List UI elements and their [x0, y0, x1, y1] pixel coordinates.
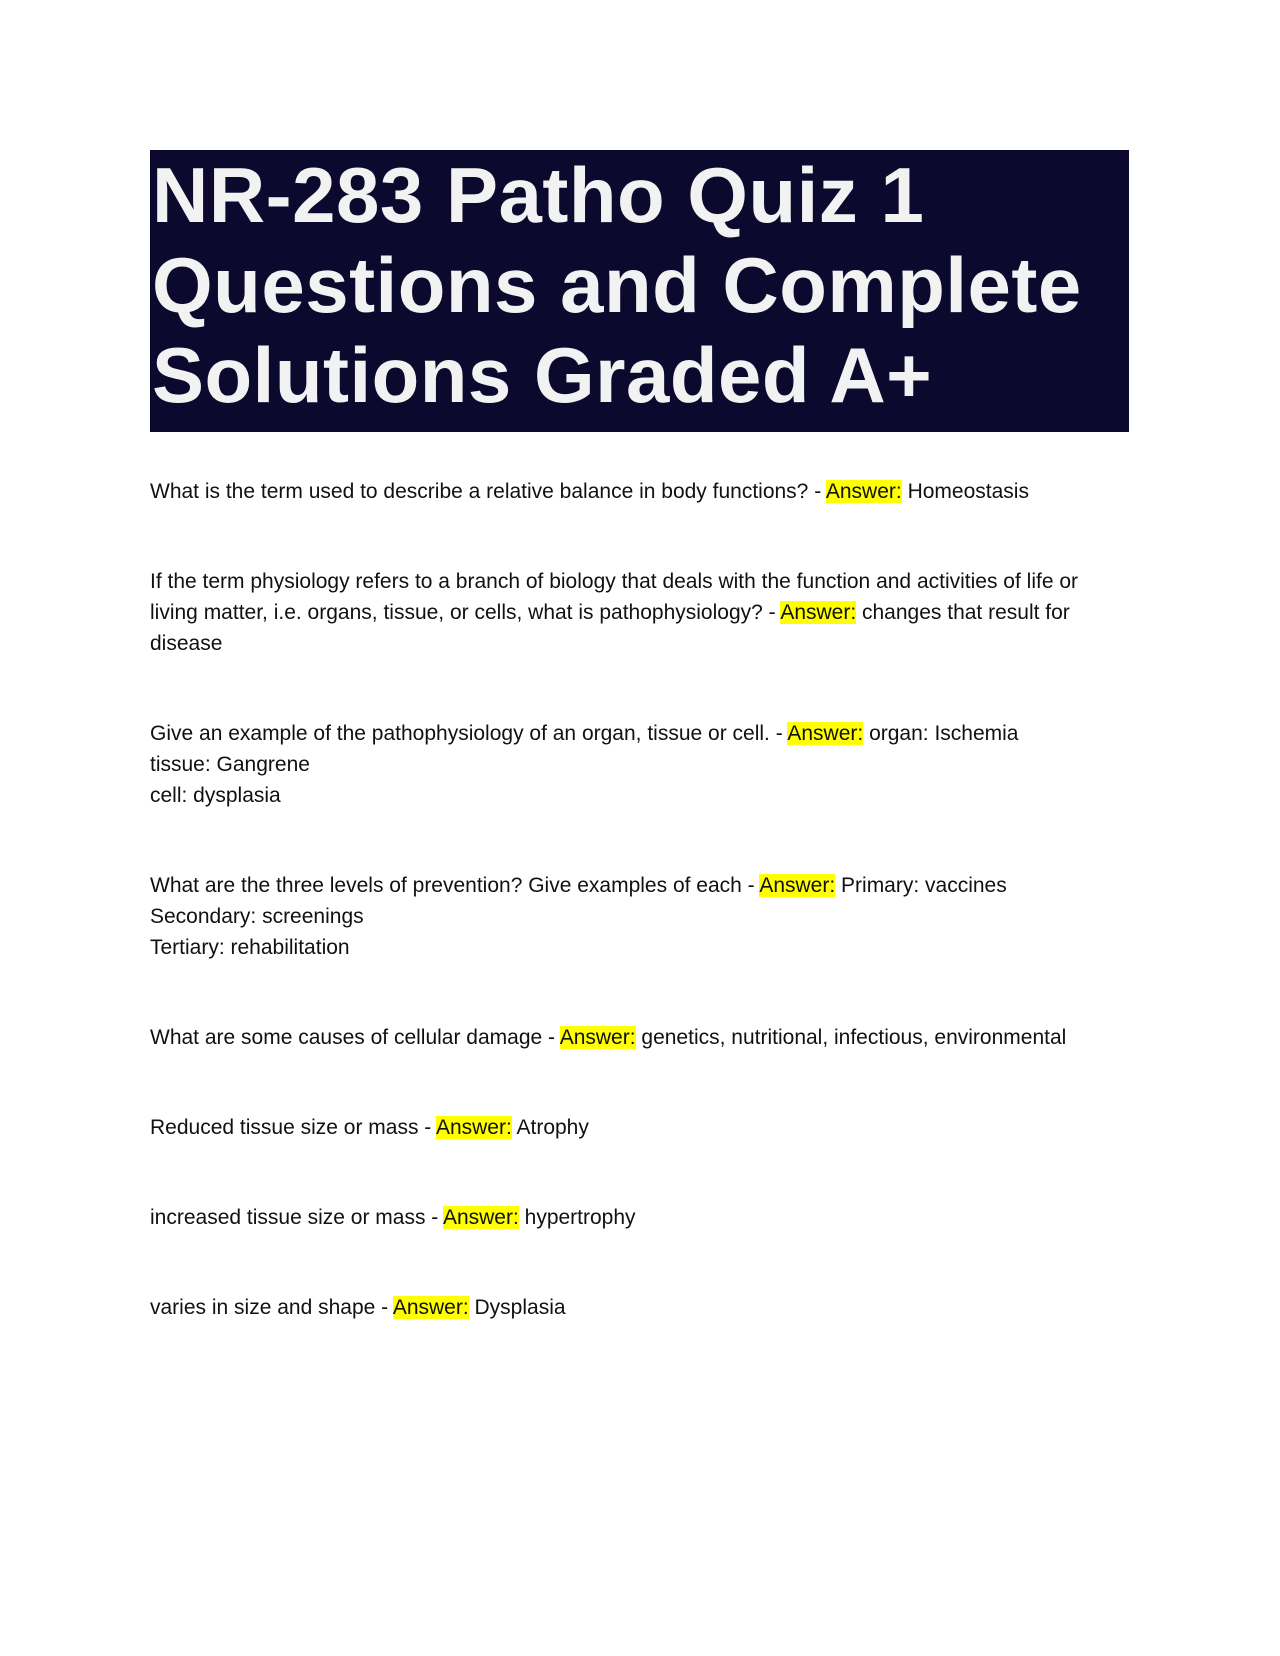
question-text: What are the three levels of prevention? Give examples of each - [150, 874, 760, 897]
qa-question-line [150, 566, 1115, 659]
answer-text: genetics, nutritional, infectious, environmental [635, 1026, 1067, 1049]
qa-question-line [150, 870, 1115, 901]
qa-item [150, 870, 1115, 963]
answer-label: Answer: [392, 1296, 469, 1319]
answer-extra-line: Tertiary: rehabilitation [150, 936, 350, 959]
answer-text: hypertrophy [518, 1206, 636, 1229]
answer-extra-line: Secondary: screenings [150, 905, 364, 928]
answer-text: Primary: vaccines [835, 874, 1007, 897]
answer-text: Dysplasia [468, 1296, 566, 1319]
question-text: varies in size and shape - [150, 1296, 393, 1319]
qa-question-line [150, 1202, 1115, 1233]
answer-label: Answer: [780, 601, 857, 624]
question-text: If the term physiology refers to a branch of biology that deals with the function and activities of life or living matter, i.e. organs, tissue, or cells, what is pathophysiology? - [150, 570, 1078, 624]
answer-text: Atrophy [511, 1116, 589, 1139]
qa-item [150, 1292, 1115, 1323]
qa-item [150, 718, 1115, 811]
qa-item [150, 566, 1115, 659]
document-title-line: NR-283 Patho Quiz 1 [152, 151, 925, 239]
question-text: What are some causes of cellular damage - [150, 1026, 560, 1049]
answer-label: Answer: [759, 874, 836, 897]
qa-question-line [150, 718, 1115, 749]
qa-question-line [150, 1022, 1115, 1053]
document-title-line: Solutions Graded A+ [152, 331, 933, 419]
answer-label: Answer: [787, 722, 864, 745]
qa-item [150, 1112, 1115, 1143]
answer-text: organ: Ischemia [863, 722, 1019, 745]
document-title-line: Questions and Complete [152, 241, 1082, 329]
question-text: Give an example of the pathophysiology of an organ, tissue or cell. - [150, 722, 788, 745]
answer-label: Answer: [442, 1206, 519, 1229]
qa-item [150, 476, 1115, 507]
document-title-block [150, 150, 1129, 432]
answer-extra-line: cell: dysplasia [150, 784, 281, 807]
qa-list [150, 476, 1115, 1323]
qa-question-line [150, 476, 1115, 507]
qa-question-line [150, 1292, 1115, 1323]
question-text: Reduced tissue size or mass - [150, 1116, 436, 1139]
question-text: What is the term used to describe a relative balance in body functions? - [150, 480, 826, 503]
qa-item [150, 1202, 1115, 1233]
qa-item [150, 1022, 1115, 1053]
answer-text: changes that result for disease [150, 601, 1070, 655]
answer-label: Answer: [559, 1026, 636, 1049]
qa-question-line [150, 1112, 1115, 1143]
answer-label: Answer: [435, 1116, 512, 1139]
question-text: increased tissue size or mass - [150, 1206, 443, 1229]
answer-text: Homeostasis [901, 480, 1029, 503]
answer-extra-line: tissue: Gangrene [150, 753, 310, 776]
answer-label: Answer: [825, 480, 902, 503]
